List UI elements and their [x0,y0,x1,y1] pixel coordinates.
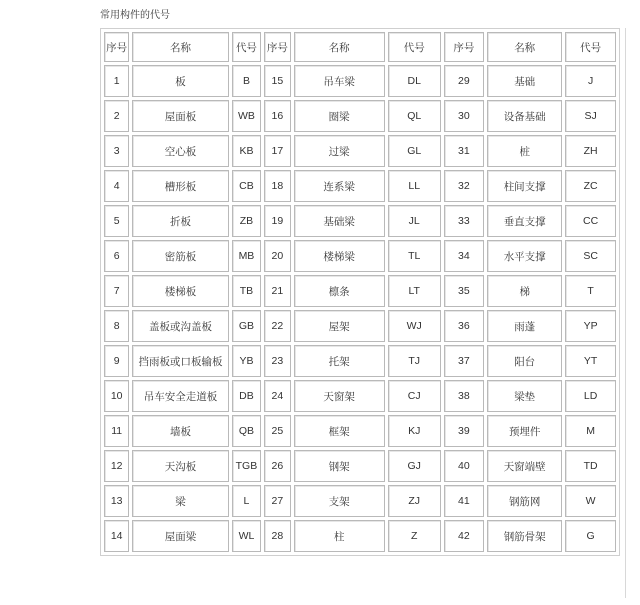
cell-index: 1 [104,65,129,97]
cell-code: T [565,275,616,307]
cell-index: 15 [264,65,290,97]
cell-name: 支架 [294,485,385,517]
cell-name: 过梁 [294,135,385,167]
cell-code: WB [232,100,261,132]
cell-index: 8 [104,310,129,342]
cell-index: 13 [104,485,129,517]
cell-index: 11 [104,415,129,447]
header-row [104,32,616,62]
cell-code: YT [565,345,616,377]
header-name: 名称 [132,32,228,62]
cell-name: 钢筋骨架 [487,520,562,552]
cell-code: ZH [565,135,616,167]
cell-index: 20 [264,240,290,272]
cell-code: TJ [388,345,441,377]
cell-name: 雨蓬 [487,310,562,342]
cell-name: 梁 [132,485,228,517]
header-name: 名称 [294,32,385,62]
cell-code: ZC [565,170,616,202]
cell-name: 天窗端壁 [487,450,562,482]
cell-name: 桩 [487,135,562,167]
cell-index: 9 [104,345,129,377]
cell-name: 钢筋网 [487,485,562,517]
cell-code: QL [388,100,441,132]
cell-name: 柱 [294,520,385,552]
cell-index: 32 [444,170,485,202]
cell-index: 5 [104,205,129,237]
cell-name: 基础梁 [294,205,385,237]
cell-index: 38 [444,380,485,412]
cell-code: QB [232,415,261,447]
page-divider [625,28,626,598]
cell-code: JL [388,205,441,237]
cell-index: 7 [104,275,129,307]
cell-name: 水平支撑 [487,240,562,272]
cell-index: 29 [444,65,485,97]
cell-code: CJ [388,380,441,412]
cell-index: 23 [264,345,290,377]
cell-code: SJ [565,100,616,132]
cell-code: CB [232,170,261,202]
cell-code: M [565,415,616,447]
cell-code: TD [565,450,616,482]
header-index: 序号 [264,32,290,62]
cell-name: 托架 [294,345,385,377]
table-row [104,310,616,342]
cell-index: 30 [444,100,485,132]
table-row [104,65,616,97]
cell-code: GB [232,310,261,342]
cell-name: 连系梁 [294,170,385,202]
cell-name: 圈梁 [294,100,385,132]
cell-name: 楼梯板 [132,275,228,307]
cell-name: 设备基础 [487,100,562,132]
cell-name: 盖板或沟盖板 [132,310,228,342]
cell-name: 阳台 [487,345,562,377]
table-row [104,520,616,552]
table-row [104,275,616,307]
cell-name: 槽形板 [132,170,228,202]
cell-index: 22 [264,310,290,342]
cell-code: LL [388,170,441,202]
cell-code: L [232,485,261,517]
header-code: 代号 [232,32,261,62]
cell-code: SC [565,240,616,272]
cell-name: 板 [132,65,228,97]
cell-name: 楼梯梁 [294,240,385,272]
cell-name: 檩条 [294,275,385,307]
cell-code: TL [388,240,441,272]
cell-index: 40 [444,450,485,482]
table-row [104,100,616,132]
cell-index: 18 [264,170,290,202]
cell-name: 墙板 [132,415,228,447]
table-row [104,485,616,517]
cell-name: 吊车安全走道板 [132,380,228,412]
cell-name: 梯 [487,275,562,307]
cell-index: 19 [264,205,290,237]
cell-code: J [565,65,616,97]
cell-code: YP [565,310,616,342]
cell-code: Z [388,520,441,552]
table-row [104,380,616,412]
cell-name: 柱间支撑 [487,170,562,202]
cell-name: 钢架 [294,450,385,482]
table-title: 常用构件的代号 [100,10,170,21]
cell-code: DB [232,380,261,412]
cell-index: 21 [264,275,290,307]
table-row [104,135,616,167]
cell-code: GL [388,135,441,167]
cell-index: 16 [264,100,290,132]
cell-code: W [565,485,616,517]
cell-index: 17 [264,135,290,167]
cell-name: 基础 [487,65,562,97]
header-name: 名称 [487,32,562,62]
table-row [104,170,616,202]
cell-index: 12 [104,450,129,482]
cell-code: LT [388,275,441,307]
cell-index: 14 [104,520,129,552]
cell-code: ZJ [388,485,441,517]
cell-name: 屋架 [294,310,385,342]
cell-name: 吊车梁 [294,65,385,97]
cell-index: 35 [444,275,485,307]
cell-name: 垂直支撑 [487,205,562,237]
cell-index: 25 [264,415,290,447]
cell-name: 挡雨板或口板输板 [132,345,228,377]
cell-index: 4 [104,170,129,202]
header-code: 代号 [388,32,441,62]
table-row [104,240,616,272]
cell-code: WJ [388,310,441,342]
cell-code: CC [565,205,616,237]
cell-code: DL [388,65,441,97]
cell-name: 折板 [132,205,228,237]
cell-index: 27 [264,485,290,517]
cell-name: 密筋板 [132,240,228,272]
cell-name: 框架 [294,415,385,447]
table-row [104,205,616,237]
cell-index: 34 [444,240,485,272]
cell-code: TB [232,275,261,307]
cell-index: 37 [444,345,485,377]
cell-index: 41 [444,485,485,517]
cell-name: 空心板 [132,135,228,167]
table-row [104,345,616,377]
cell-code: KB [232,135,261,167]
cell-index: 33 [444,205,485,237]
cell-name: 屋面板 [132,100,228,132]
cell-code: ZB [232,205,261,237]
cell-index: 24 [264,380,290,412]
cell-name: 预埋件 [487,415,562,447]
header-code: 代号 [565,32,616,62]
cell-code: G [565,520,616,552]
header-index: 序号 [444,32,485,62]
cell-index: 2 [104,100,129,132]
cell-code: KJ [388,415,441,447]
cell-name: 天窗架 [294,380,385,412]
cell-index: 36 [444,310,485,342]
cell-code: YB [232,345,261,377]
cell-index: 42 [444,520,485,552]
cell-code: GJ [388,450,441,482]
cell-name: 天沟板 [132,450,228,482]
cell-index: 6 [104,240,129,272]
component-code-table [100,28,620,556]
cell-code: WL [232,520,261,552]
cell-index: 10 [104,380,129,412]
cell-index: 26 [264,450,290,482]
cell-index: 3 [104,135,129,167]
cell-code: MB [232,240,261,272]
cell-index: 39 [444,415,485,447]
cell-index: 31 [444,135,485,167]
cell-name: 梁垫 [487,380,562,412]
header-index: 序号 [104,32,129,62]
table-row [104,450,616,482]
cell-code: TGB [232,450,261,482]
cell-code: B [232,65,261,97]
table-row [104,415,616,447]
cell-code: LD [565,380,616,412]
cell-name: 屋面梁 [132,520,228,552]
cell-index: 28 [264,520,290,552]
